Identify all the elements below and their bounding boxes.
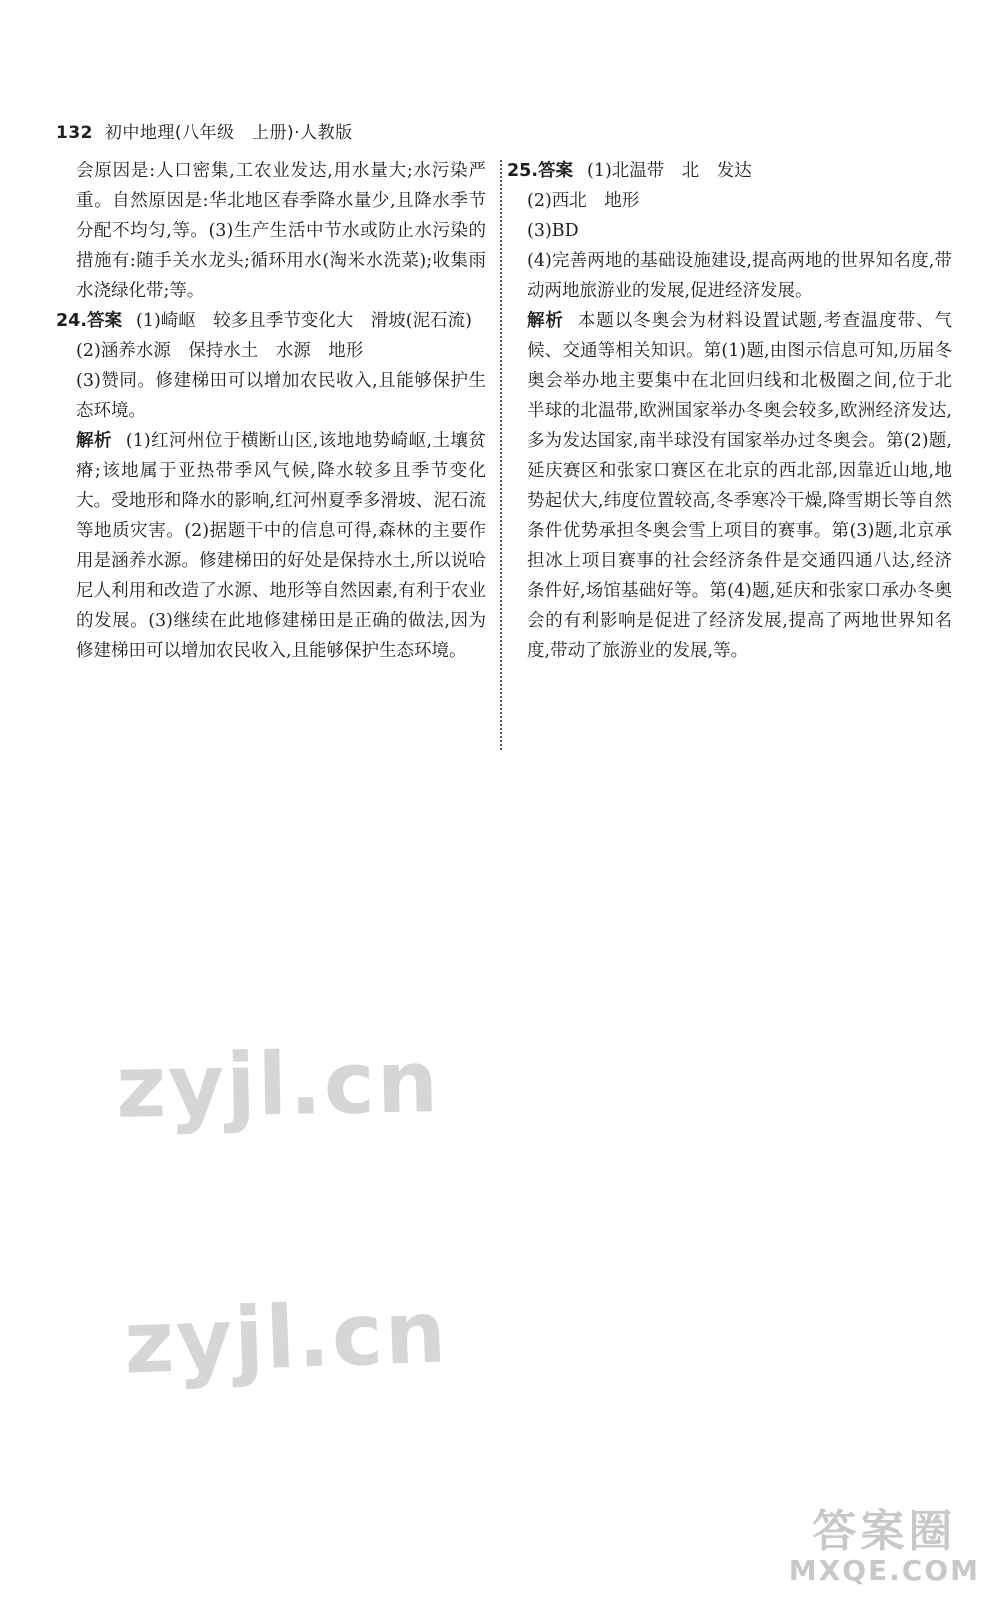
q24-number: 24. <box>56 311 88 331</box>
q25-analysis-label: 解析 <box>527 311 564 331</box>
page-header <box>56 118 353 143</box>
book-title: 初中地理(八年级 上册)·人教版 <box>104 123 353 143</box>
q25-answer-3: (3)BD <box>527 221 579 241</box>
right-column <box>507 156 953 666</box>
column-divider <box>500 160 502 750</box>
q25-answer-4: (4)完善两地的基础设施建设,提高两地的世界知名度,带动两地旅游业的发展,促进经济发展。 <box>527 251 952 301</box>
watermark-zyjl-2: zyjl.cn <box>122 1282 450 1394</box>
q25-number: 25. <box>507 161 539 181</box>
continued-paragraph: 会原因是:人口密集,工农业发达,用水量大;水污染严重。自然原因是:华北地区春季降水量少,且降水季节分配不均匀,等。(3)生产生活中节水或防止水污染的措施有:随手关水龙头;循环用水(淘米水洗菜);收集雨水浇绿化带;等。 <box>76 161 486 301</box>
stamp-bottom-text: MXQE.COM <box>788 1554 980 1587</box>
left-column <box>56 156 486 666</box>
watermark-zyjl-1: zyjl.cn <box>115 1032 441 1138</box>
q24-analysis <box>76 426 486 666</box>
q25-answer-2: (2)西北 地形 <box>527 191 640 211</box>
q25-answer-line-1 <box>507 156 952 186</box>
q24-answer-label: 答案 <box>87 311 123 331</box>
q24-answer-3: (3)赞同。修建梯田可以增加农民收入,且能够保护生态环境。 <box>76 371 486 421</box>
q24-analysis-text: (1)红河州位于横断山区,该地地势崎岖,土壤贫瘠;该地属于亚热带季风气候,降水较多且季节变化大。受地形和降水的影响,红河州夏季多滑坡、泥石流等地质灾害。(2)据题干中的信息可得,森林的主要作用是涵养水源。修建梯田的好处是保持水土,所以说哈尼人利用和改造了水源、地形等自然因素,有利于农业的发展。(3)继续在此地修建梯田是正确的做法,因为修建梯田可以增加农民收入,且能够保护生态环境。 <box>76 431 486 661</box>
stamp-top-text: 答案圈 <box>812 1506 957 1557</box>
page-number: 132 <box>56 123 93 143</box>
q24-answer-1: (1)崎岖 较多且季节变化大 滑坡(泥石流) <box>136 311 472 331</box>
site-stamp <box>789 1508 980 1586</box>
q24-answer-2: (2)涵养水源 保持水土 水源 地形 <box>76 341 364 361</box>
q24-analysis-label: 解析 <box>76 431 112 451</box>
q25-answer-1: (1)北温带 北 发达 <box>587 161 752 181</box>
q24-answer-line-1 <box>56 306 486 336</box>
q25-answer-label: 答案 <box>538 161 574 181</box>
q25-analysis-text: 本题以冬奥会为材料设置试题,考查温度带、气候、交通等相关知识。第(1)题,由图示信息可知,历届冬奥会举办地主要集中在北回归线和北极圈之间,位于北半球的北温带,欧洲国家举办冬奥会较多,欧洲经济发达,多为发达国家,南半球没有国家举办过冬奥会。第(2)题,延庆赛区和张家口赛区在北京的西北部,因靠近山地,地势起伏大,纬度位置较高,冬季寒冷干燥,降雪期长等自然条件优势承担冬奥会雪上项目的赛事。第(3)题,北京承担冰上项目赛事的社会经济条件是交通四通八达,经济条件好,场馆基础好等。第(4)题,延庆和张家口承办冬奥会的有利影响是促进了经济发展,提高了两地世界知名度,带动了旅游业的发展,等。 <box>527 311 953 661</box>
q25-analysis <box>527 306 952 666</box>
